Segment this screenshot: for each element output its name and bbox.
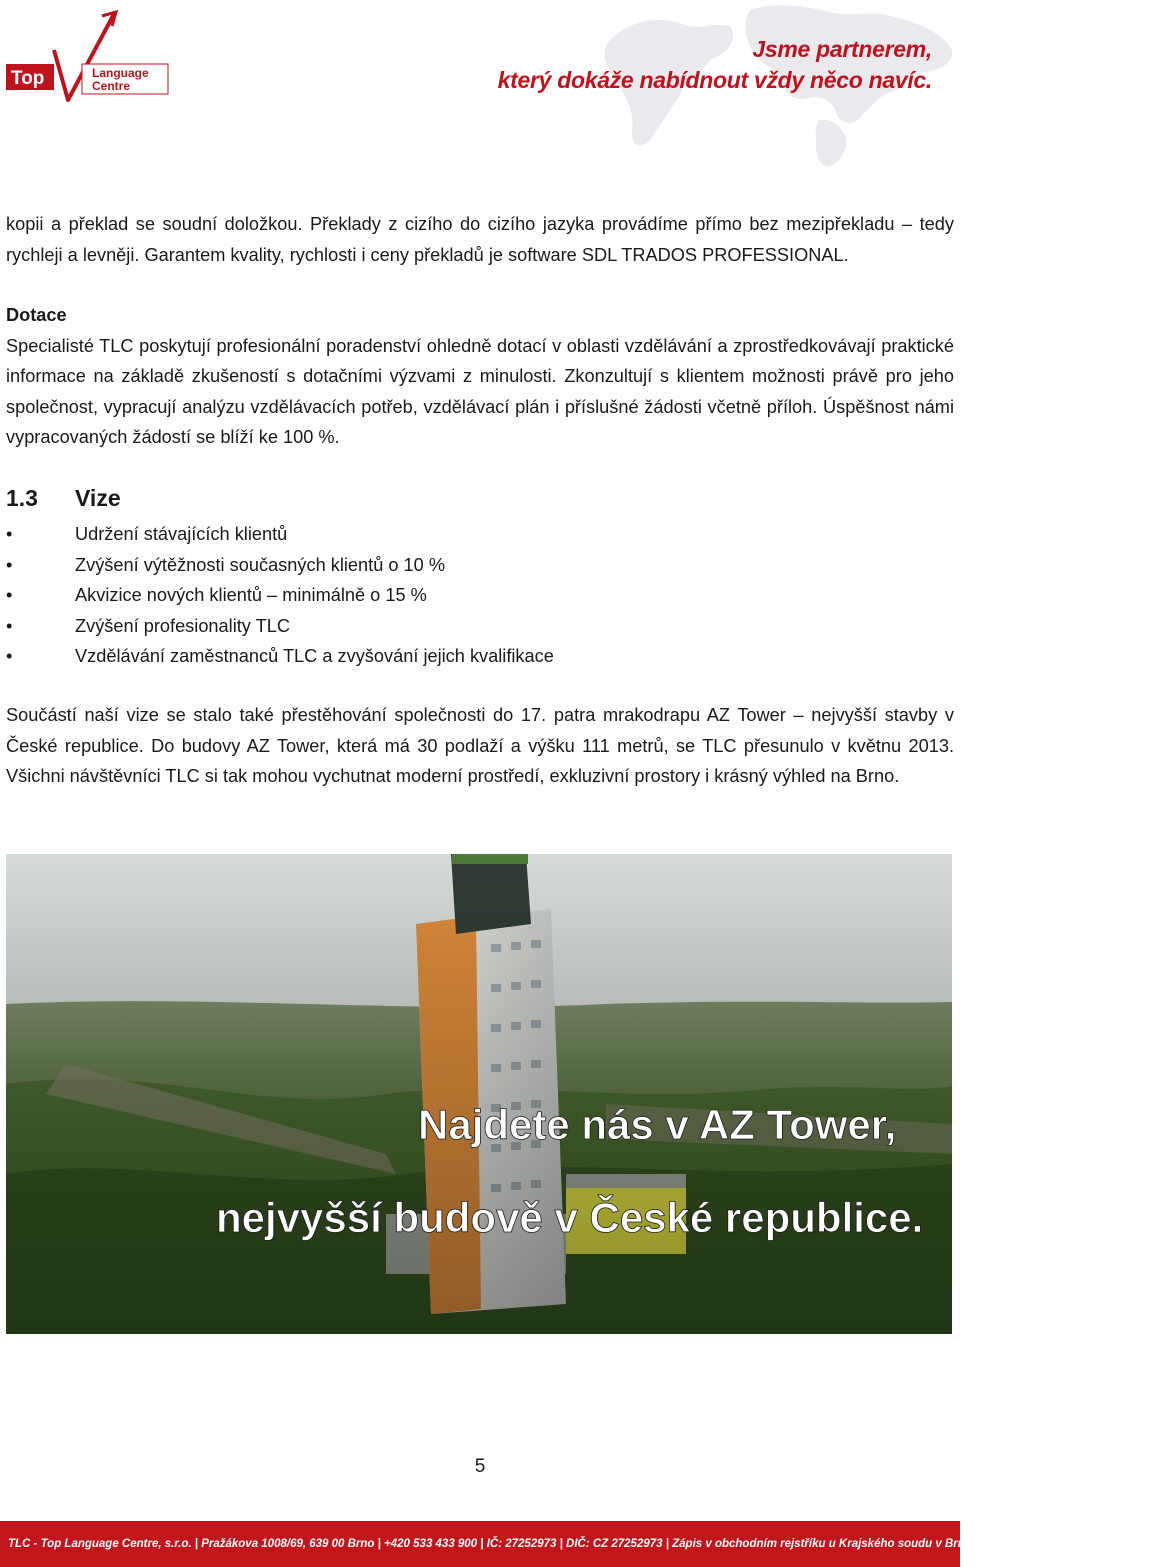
bullet-icon: • [6, 554, 13, 575]
tagline-line-1: Jsme partnerem, [752, 36, 932, 62]
bullet-icon: • [6, 615, 13, 636]
logo-sub-2: Centre [92, 79, 131, 93]
tagline-line-2: který dokáže nabídnout vždy něco navíc. [497, 67, 932, 93]
page-footer: TLC - Top Language Centre, s.r.o. | Pražákova 1008/69, 639 00 Brno | +420 533 433 900 | IČ: 27252973 | DIČ: CZ 27252973 | Zápis v obchodním rejstříku u Krajského soudu v Brně, oddíl C, vložka 51914 | www.tlc.cz [0, 1521, 960, 1567]
page-number: 5 [474, 1456, 486, 1477]
list-item [6, 611, 954, 642]
top-language-centre-logo [6, 8, 176, 108]
photo-caption-1: Najdete nás v AZ Tower, [418, 1101, 897, 1148]
section-number: 1.3 [6, 485, 38, 511]
bullet-text: Zvýšení výtěžnosti současných klientů o 10 % [75, 554, 445, 575]
list-item [6, 580, 954, 611]
dotace-section [6, 300, 954, 453]
section-title: Vize [75, 485, 121, 511]
list-item [6, 641, 954, 672]
dotace-heading: Dotace [6, 305, 67, 325]
photo-caption-2: nejvyšší budově v České republice. [216, 1194, 924, 1241]
logo-sub-1: Language [92, 66, 149, 80]
header-tagline [498, 34, 932, 96]
bullet-text: Udržení stávajících klientů [75, 524, 288, 544]
section-heading-vize [6, 485, 121, 512]
logo-word: Top [11, 68, 45, 89]
list-item [6, 550, 954, 581]
list-item [6, 519, 954, 550]
vision-paragraph: Součástí naší vize se stalo také přestěhování společnosti do 17. patra mrakodrapu AZ Tower – nejvyšší stavby v České republice. Do budovy AZ Tower, která má 30 podlaží a výšku 111 metrů, se TLC přesunulo v květnu 2013. Všichni návštěvníci TLC si tak mohou vychutnat moderní prostředí, exkluzivní prostory i krásný výhled na Brno. [6, 705, 954, 787]
bullet-text: Akvizice nových klientů – minimálně o 15 % [75, 585, 427, 605]
vision-bullet-list [6, 519, 954, 672]
bullet-icon: • [6, 646, 13, 666]
bullet-text: Zvýšení profesionality TLC [75, 615, 290, 636]
page-header [0, 0, 960, 170]
bullet-icon: • [6, 524, 13, 544]
intro-paragraph: kopii a překlad se soudní doložkou. Překlady z cizího do cizího jazyka provádíme přímo bez mezipřekladu – tedy rychleji a levněji. Garantem kvality, rychlosti i ceny překladů je software SDL TRADOS PROFESSIONAL. [6, 214, 954, 265]
dotace-paragraph: Specialisté TLC poskytují profesionální poradenství ohledně dotací v oblasti vzdělávání a zprostředkovávají praktické informace na základě zkušeností s dotačními výzvami z minulosti. Zkonzultují s klientem možnosti právě pro jeho společnost, vypracují analýzu vzdělávacích potřeb, vzdělávací plán i příslušné žádosti včetně příloh. Úspěšnost námi vypracovaných žádostí se blíží ke 100 %. [6, 335, 954, 448]
bullet-text: Vzdělávání zaměstnanců TLC a zvyšování jejich kvalifikace [75, 646, 554, 666]
bullet-icon: • [6, 585, 13, 605]
az-tower-photo [6, 854, 952, 1334]
